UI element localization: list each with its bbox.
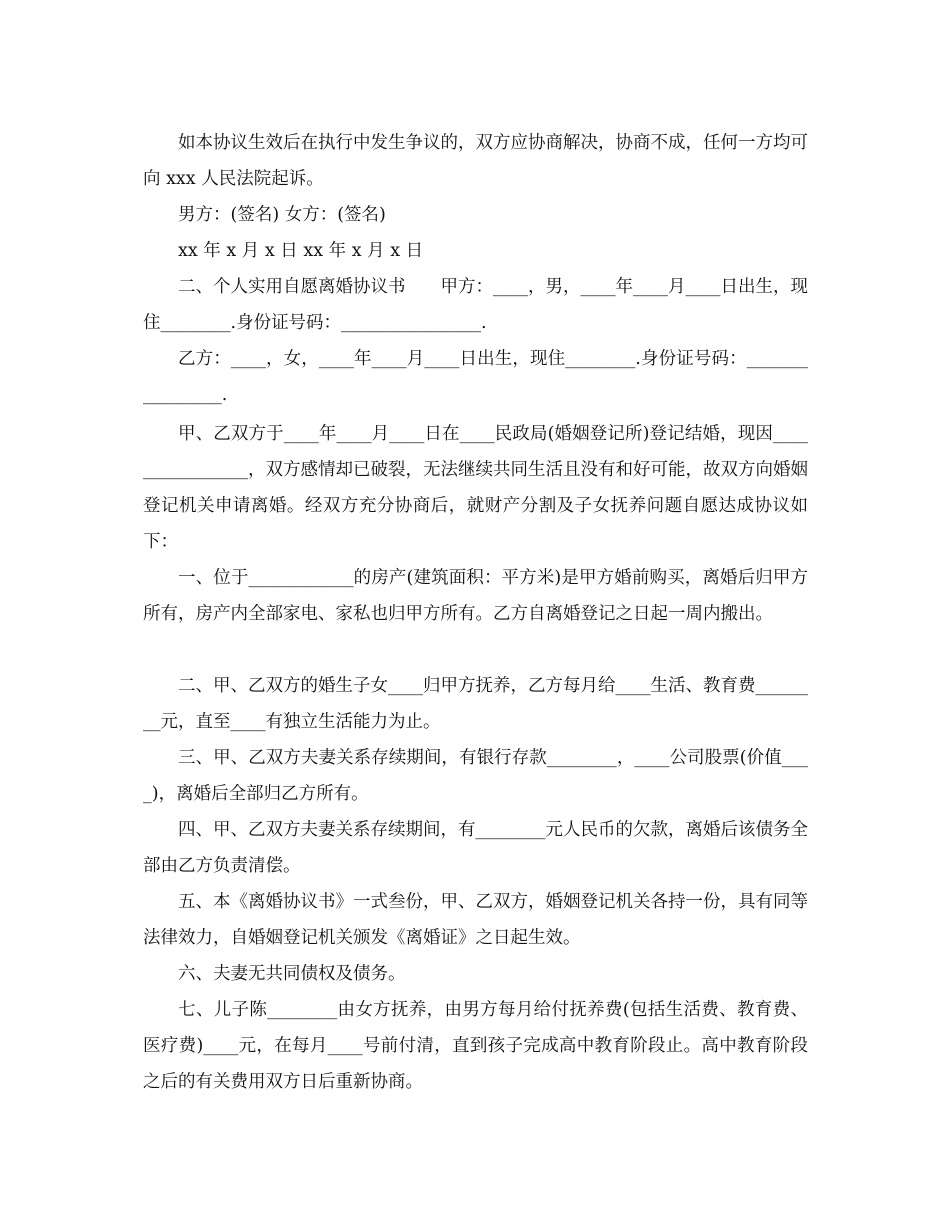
signature-line: 男方：(签名) 女方：(签名) [178, 205, 386, 225]
clause-child-custody: 二、甲、乙双方的婚生子女____归甲方抚养，乙方每月给____生活、教育费________元，直至____有独立生活能力为止。 [143, 676, 808, 732]
dispute-resolution-paragraph: 如本协议生效后在执行中发生争议的，双方应协商解决，协商不成，任何一方均可向 xxx 人民法院起诉。 [143, 133, 808, 189]
clause-copies: 五、本《离婚协议书》一式叁份，甲、乙双方，婚姻登记机关各持一份，具有同等法律效力，自婚姻登记机关颁发《离婚证》之日起生效。 [143, 892, 808, 948]
clause-son-support: 七、儿子陈________由女方抚养，由男方每月给付抚养费(包括生活费、教育费、医疗费)____元，在每月____号前付清，直到孩子完成高中教育阶段止。高中教育阶段之后的有关费用双方日后重新协商。 [143, 1000, 808, 1092]
clause-no-joint-debt: 六、夫妻无共同债权及债务。 [178, 964, 406, 984]
clause-debt: 四、甲、乙双方夫妻关系存续期间，有________元人民币的欠款，离婚后该债务全部由乙方负责清偿。 [143, 820, 808, 876]
party-a-paragraph: 二、个人实用自愿离婚协议书 甲方：____，男，____年____月____日出生，现住________.身份证号码：________________. [143, 277, 808, 333]
date-line: xx 年 x 月 x 日 xx 年 x 月 x 日 [178, 241, 424, 261]
clause-property: 一、位于____________的房产(建筑面积：平方米)是甲方婚前购买，离婚后归甲方所有，房产内全部家电、家私也归甲方所有。乙方自离婚登记之日起一周内搬出。 [143, 568, 808, 624]
party-b-paragraph: 乙方：____，女，____年____月____日出生，现住________.身份证号码：________________. [143, 349, 808, 405]
marriage-background-paragraph: 甲、乙双方于____年____月____日在____民政局(婚姻登记所)登记结婚，现因________________，双方感情却已破裂，无法继续共同生活且没有和好可能，故双方向婚姻登记机关申请离婚。经双方充分协商后，就财产分割及子女抚养问题自愿达成协议如下： [143, 424, 808, 552]
clause-savings-stocks: 三、甲、乙双方夫妻关系存续期间，有银行存款________，____公司股票(价值____)，离婚后全部归乙方所有。 [143, 748, 808, 804]
